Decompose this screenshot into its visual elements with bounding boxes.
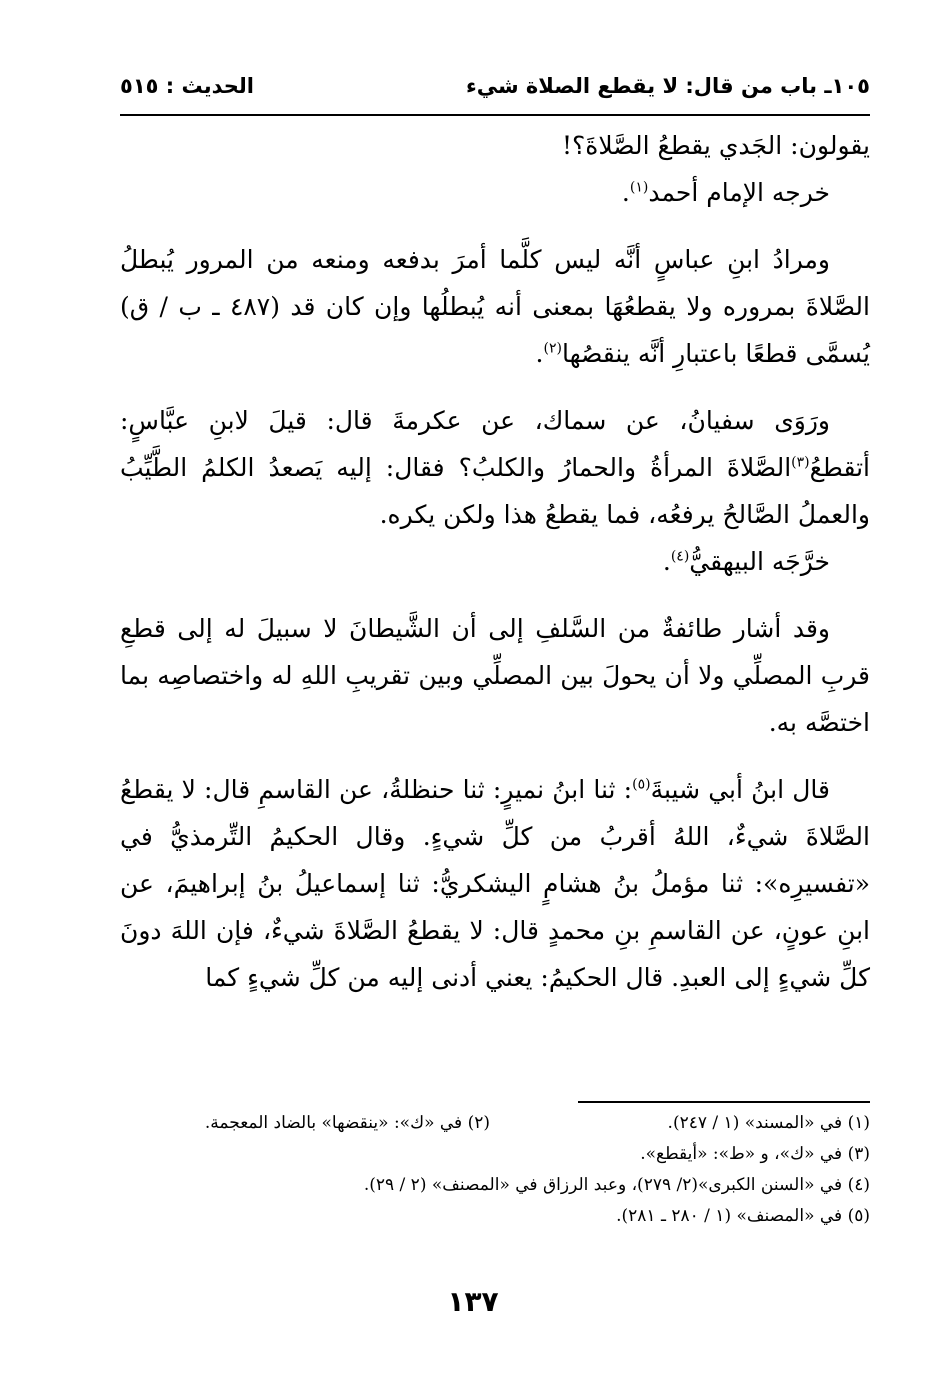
footnote-ref-4: (٤) — [670, 548, 690, 565]
header-rule — [120, 114, 870, 116]
footnote-5: (٥) في «المصنف» (١ / ٢٨٠ ـ ٢٨١). — [616, 1206, 870, 1226]
paragraph-1-text: يقولون: الجَدي يقطعُ الصَّلاةَ؟! — [561, 131, 870, 160]
footnote-2: (٢) في «ك»: «ينقضها» بالضاد المعجمة. — [204, 1113, 490, 1133]
paragraph-5-text: خرَّجَه البيهقيُّ — [689, 547, 830, 576]
paragraph-3 — [120, 236, 870, 377]
footnote-3: (٣) في «ك»، و «ط»: «أيقطع». — [640, 1144, 870, 1164]
paragraph-7 — [120, 766, 870, 1001]
footnote-1: (١) في «المسند» (١ / ٢٤٧). — [667, 1113, 870, 1133]
footnote-ref-5: (٥) — [632, 776, 651, 793]
footnote-ref-2: (٢) — [543, 340, 562, 357]
footnotes — [120, 1108, 870, 1232]
paragraph-2-text: خرجه الإمام أحمد — [648, 178, 830, 207]
paragraph-2 — [120, 169, 870, 216]
paragraph-4-text-a: ورَوَى سفيانُ، عن سماك، عن عكرمةَ قال: قيلَ لابنِ عبَّاسٍ: أتقطعُ — [120, 406, 870, 482]
paragraph-3-text: ومرادُ ابنِ عباسٍ أنَّه ليس كلَّما أمرَ بدفعه ومنعه من المرور يُبطلُ الصَّلاةَ بمروره ولا يقطعُهَا بمعنى أنه يُبطلُها وإن كان قد (٤٨٧ ـ ب / ق) يُسمَّى قطعًا باعتبارِ أنَّه ينقصُها — [120, 245, 870, 368]
main-text — [120, 122, 870, 1001]
paragraph-6-text: وقد أشار طائفةٌ من السَّلفِ إلى أن الشَّيطانَ لا سبيلَ له إلى قطعِ قربِ المصلِّي ولا أن يحولَ بين المصلِّي وبين تقريبِ اللهِ له واختصاصِه بما اختصَّه به. — [120, 614, 870, 737]
hadith-number: الحديث : ٥١٥ — [120, 74, 254, 98]
footnote-rule — [578, 1101, 870, 1103]
footnote-4: (٤) في «السنن الكبرى»(٢/ ٢٧٩)، وعبد الرزاق في «المصنف» (٢ / ٢٩). — [363, 1175, 870, 1195]
paragraph-3-end: . — [535, 339, 544, 368]
footnote-ref-1: (١) — [629, 179, 649, 196]
chapter-title: ١٠٥ـ باب من قال: لا يقطع الصلاة شيء — [465, 74, 870, 98]
paragraph-7-text-b: : ثنا ابنُ نميرٍ: ثنا حنظلةُ، عن القاسمِ قال: لا يقطعُ الصَّلاةَ شيءٌ، اللهُ أقربُ من كلِّ شيءٍ. وقال الحكيمُ التِّرمذيُّ في «تفسيرِه»: ثنا مؤملُ بنُ هشامٍ اليشكريُّ: ثنا إسماعيلُ بنُ إبراهيمَ، عن ابنِ عونٍ، عن القاسمِ بنِ محمدٍ قال: لا يقطعُ الصَّلاةَ شيءٌ، فإن اللهَ دونَ كلِّ شيءٍ إلى العبدِ. قال الحكيمُ: يعني أدنى إليه من كلِّ شيءٍ كما — [120, 775, 870, 992]
footnote-ref-3: (٣) — [791, 454, 810, 471]
paragraph-5-end: . — [662, 547, 671, 576]
paragraph-2-end: . — [621, 178, 630, 207]
paragraph-6 — [120, 605, 870, 746]
paragraph-4 — [120, 397, 870, 538]
running-header — [120, 70, 870, 110]
paragraph-4-text-b: الصَّلاةَ المرأةُ والحمارُ والكلبُ؟ فقال: إليه يَصعدُ الكلمُ الطَّيِّبُ والعملُ الصَّالحُ يرفعُه، فما يقطعُ هذا ولكن يكره. — [120, 453, 870, 529]
footnote-row-4 — [120, 1201, 870, 1232]
paragraph-7-text-a: قال ابنُ أبي شيبةَ — [650, 775, 830, 804]
paragraph-1 — [120, 122, 870, 169]
paragraph-5 — [120, 538, 870, 585]
page-number: ١٣٧ — [447, 1285, 499, 1318]
footnote-row-3 — [120, 1170, 870, 1201]
footnote-row-1 — [120, 1108, 870, 1139]
footnote-row-2 — [120, 1139, 870, 1170]
